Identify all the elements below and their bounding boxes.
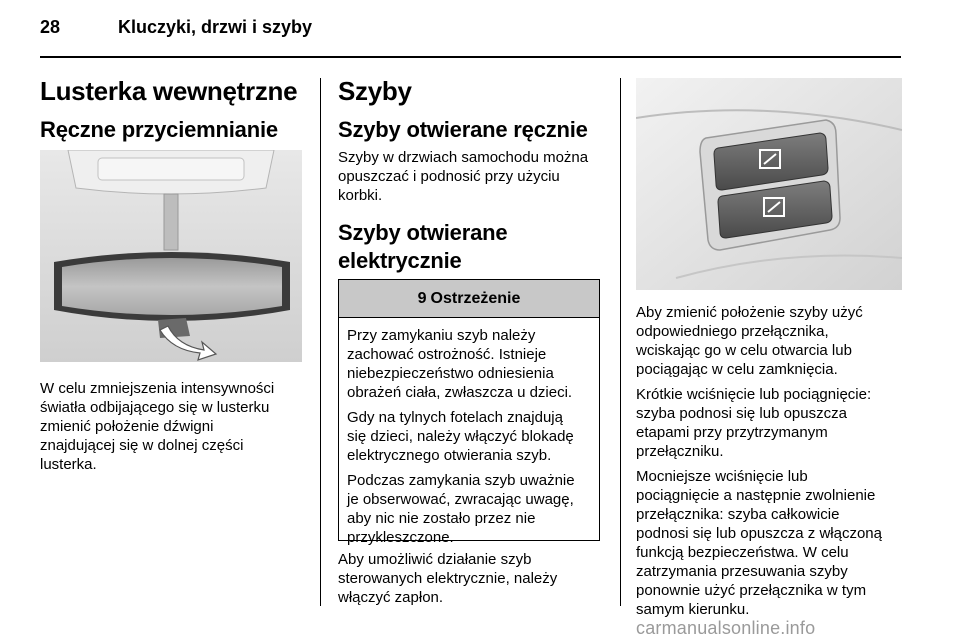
page-number: 28 <box>40 17 61 37</box>
paragraph: Krótkie wciśnięcie lub pociągnięcie: szyba podnosi się lub opuszcza etapami przy przytrzymanym przełączniku. <box>636 386 872 460</box>
electric-windows-description <box>636 303 916 625</box>
header-rule <box>40 56 901 58</box>
subheading-electric-windows: Szyby otwierane elektrycznie <box>338 220 508 273</box>
warning-title: Ostrzeżenie <box>430 289 521 307</box>
warning-paragraph: Podczas zamykania szyb uważnie je obserwować, zwracając uwagę, aby nic nie zostało przez nie przykleszczone. <box>347 472 575 546</box>
warning-paragraph: Gdy na tylnych fotelach znajdują się dzieci, należy włączyć blokadę elektrycznego otwierania szyb. <box>347 409 574 464</box>
running-title: Kluczyki, drzwi i szyby <box>118 17 313 37</box>
ignition-note: Aby umożliwić działanie szyb sterowanych elektrycznie, należy włączyć zapłon. <box>338 551 558 606</box>
manual-windows-description: Szyby w drzwiach samochodu można opuszczać i podnosić przy użyciu korbki. <box>338 149 589 204</box>
subheading-manual-dimming: Ręczne przyciemnianie <box>40 117 278 142</box>
section-heading-windows: Szyby <box>338 76 412 106</box>
column-divider-2 <box>620 78 621 606</box>
section-heading-mirrors: Lusterka wewnętrzne <box>40 76 298 106</box>
subheading-manual-windows: Szyby otwierane ręcznie <box>338 117 588 142</box>
paragraph: Aby zmienić położenie szyby użyć odpowiedniego przełącznika, wciskając go w celu otwarcia lub pociągając w celu zamknięcia. <box>636 304 863 378</box>
warning-body <box>339 318 599 547</box>
paragraph: Mocniejsze wciśnięcie lub pociągnięcie a następnie zwolnienie przełącznika: szyba całkowicie podnosi się lub opuszcza z włączoną funkcją bezpieczeństwa. W celu zatrzymania przesuwania szyby ponownie użyć przełącznika w tym samym kierunku. <box>636 468 882 618</box>
warning-header <box>339 280 599 318</box>
warning-paragraph: Przy zamykaniu szyb należy zachować ostrożność. Istnieje niebezpieczeństwo odniesienia obrażeń ciała, zwłaszcza u dzieci. <box>347 327 573 401</box>
mirror-description: W celu zmniejszenia intensywności światła odbijającego się w lusterku zmienić położenie dźwigni znajdującej się w dolnej części lusterka. <box>40 380 275 473</box>
power-window-switches-illustration <box>636 78 902 290</box>
column-divider-1 <box>320 78 321 606</box>
warning-box <box>338 279 600 546</box>
watermark: carmanualsonline.info <box>636 618 816 638</box>
rear-view-mirror-illustration <box>40 150 302 362</box>
warning-triangle-icon: 9 <box>417 289 427 307</box>
